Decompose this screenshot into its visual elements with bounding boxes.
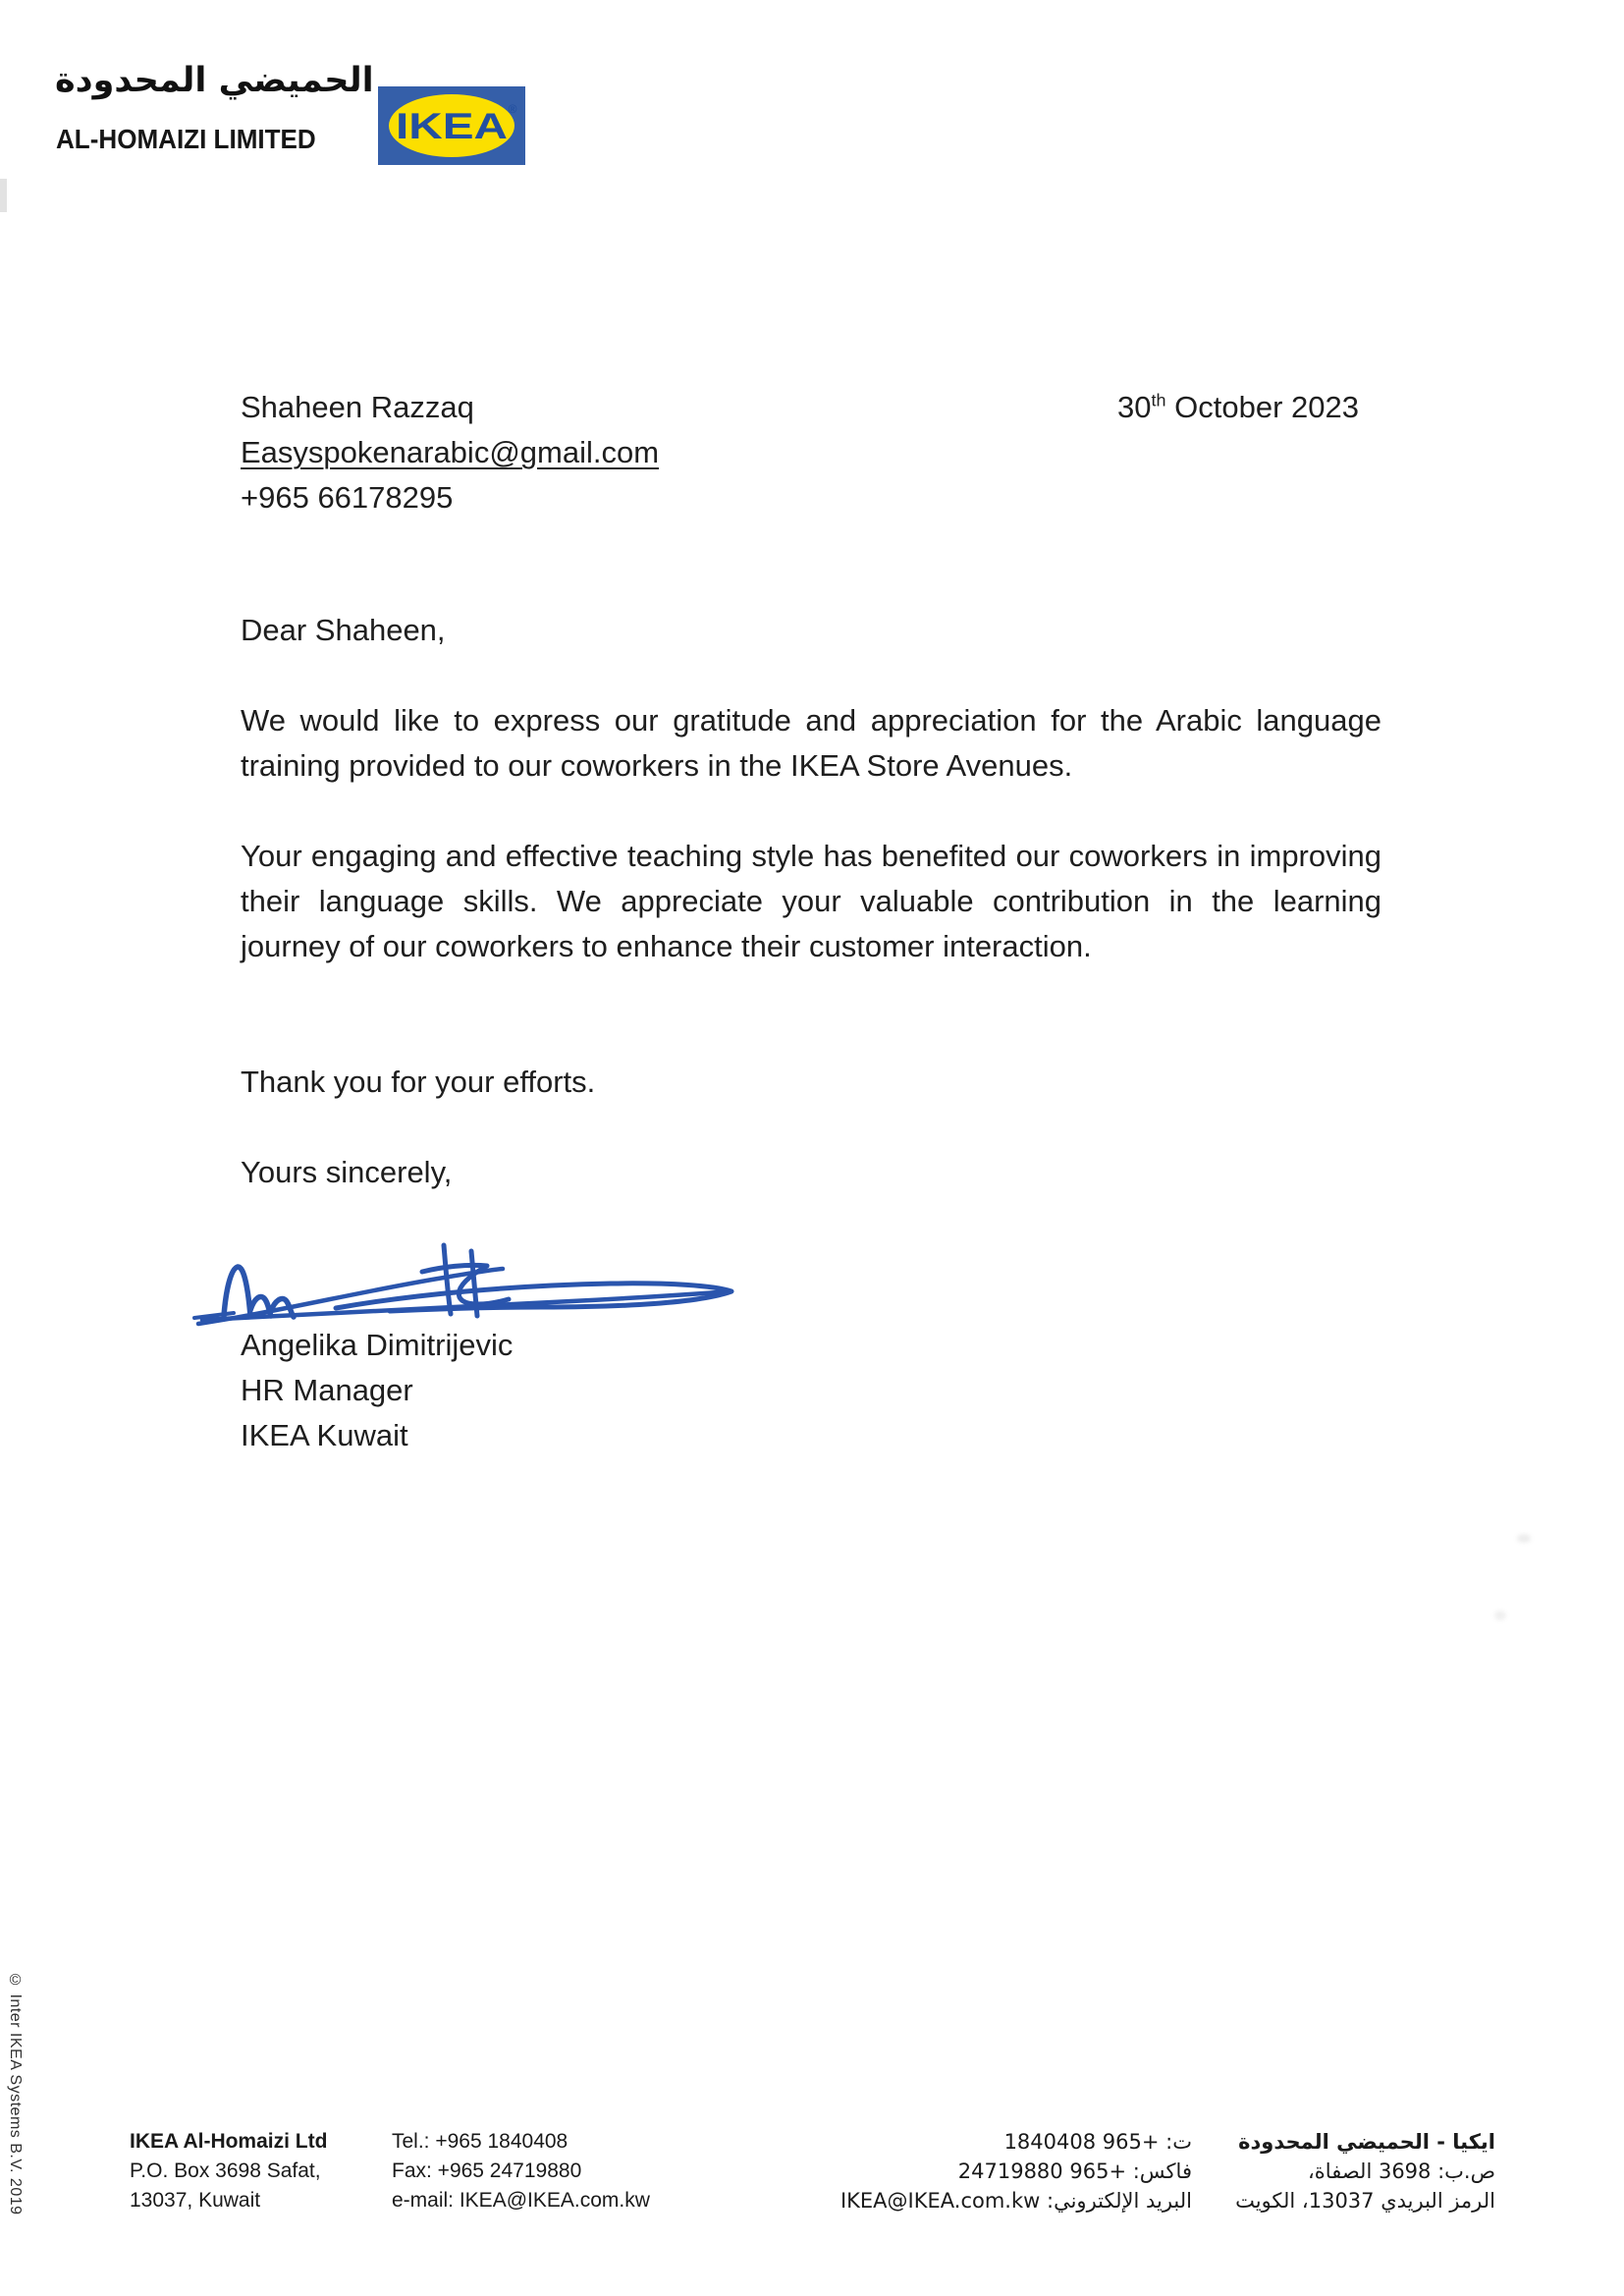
ikea-logo-svg xyxy=(377,85,526,166)
company-name-english: AL-HOMAIZI LIMITED xyxy=(56,124,316,154)
footer-contact-en xyxy=(392,2127,650,2215)
footer-company-ar xyxy=(1191,2127,1495,2215)
signature-svg xyxy=(189,1233,743,1334)
recipient-email: Easyspokenarabic@gmail.com xyxy=(241,435,660,469)
footer-tel-ar: ت: +965 1840408 xyxy=(1003,2130,1192,2154)
date-month-year: October 2023 xyxy=(1165,390,1359,424)
letter-date xyxy=(1078,385,1359,430)
ikea-logo xyxy=(377,85,526,166)
logo-wordmark: IKEA xyxy=(396,106,508,146)
logo-registered-mark: ® xyxy=(508,102,517,116)
footer-email-ar: البريد الإلكتروني: IKEA@IKEA.com.kw xyxy=(839,2189,1192,2213)
signer-name: Angelika Dimitrijevic xyxy=(241,1328,514,1362)
signer-block xyxy=(241,1323,513,1458)
scan-edge-smudge xyxy=(0,179,7,212)
body-paragraph-2: Your engaging and effective teaching style has benefited our coworkers in improving their language skills. We appreciate your valuable contribution in the learning journey of our coworkers to enhance their customer interaction. xyxy=(241,839,1381,963)
copyright-vertical-text: © Inter IKEA Systems B.V. 2019 xyxy=(7,1972,24,2215)
scan-speck xyxy=(1494,1611,1506,1620)
footer-email-en: e-mail: IKEA@IKEA.com.kw xyxy=(392,2189,650,2212)
company-name-arabic: الحميضي المحدودة xyxy=(55,61,374,100)
footer-company-address1-ar: ص.ب: 3698 الصفاة، xyxy=(1308,2159,1495,2183)
footer-company-name-ar: ايكيا - الحميضي المحدودة xyxy=(1238,2130,1495,2154)
signature-image xyxy=(189,1233,743,1334)
footer-company-address2: 13037, Kuwait xyxy=(130,2189,261,2212)
footer-company-address1: P.O. Box 3698 Safat, xyxy=(130,2159,321,2182)
body-paragraph-1: We would like to express our gratitude and appreciation for the Arabic language training provided to our coworkers in the IKEA Store Avenues. xyxy=(241,703,1381,783)
recipient-name: Shaheen Razzaq xyxy=(241,390,474,424)
recipient-phone: +965 66178295 xyxy=(241,480,454,515)
body-paragraph-3: Thank you for your efforts. xyxy=(241,1065,596,1099)
signer-org: IKEA Kuwait xyxy=(241,1418,408,1452)
footer-fax-ar: فاكس: +965 24719880 xyxy=(957,2159,1192,2183)
footer-company-en xyxy=(130,2127,327,2215)
footer-contact-ar xyxy=(839,2127,1192,2215)
signer-title: HR Manager xyxy=(241,1373,413,1407)
footer-company-name: IKEA Al-Homaizi Ltd xyxy=(130,2130,328,2153)
salutation: Dear Shaheen, xyxy=(241,613,446,647)
footer-fax-en: Fax: +965 24719880 xyxy=(392,2159,582,2182)
footer-company-address2-ar: الرمز البريدي 13037، الكويت xyxy=(1235,2189,1495,2213)
closing-phrase: Yours sincerely, xyxy=(241,1155,453,1189)
date-day: 30 xyxy=(1117,390,1152,424)
scan-speck xyxy=(1517,1534,1531,1543)
footer-tel-en: Tel.: +965 1840408 xyxy=(392,2130,568,2153)
date-ordinal-suffix: th xyxy=(1151,390,1166,410)
signature-stroke xyxy=(194,1245,731,1324)
recipient-block xyxy=(241,385,659,520)
